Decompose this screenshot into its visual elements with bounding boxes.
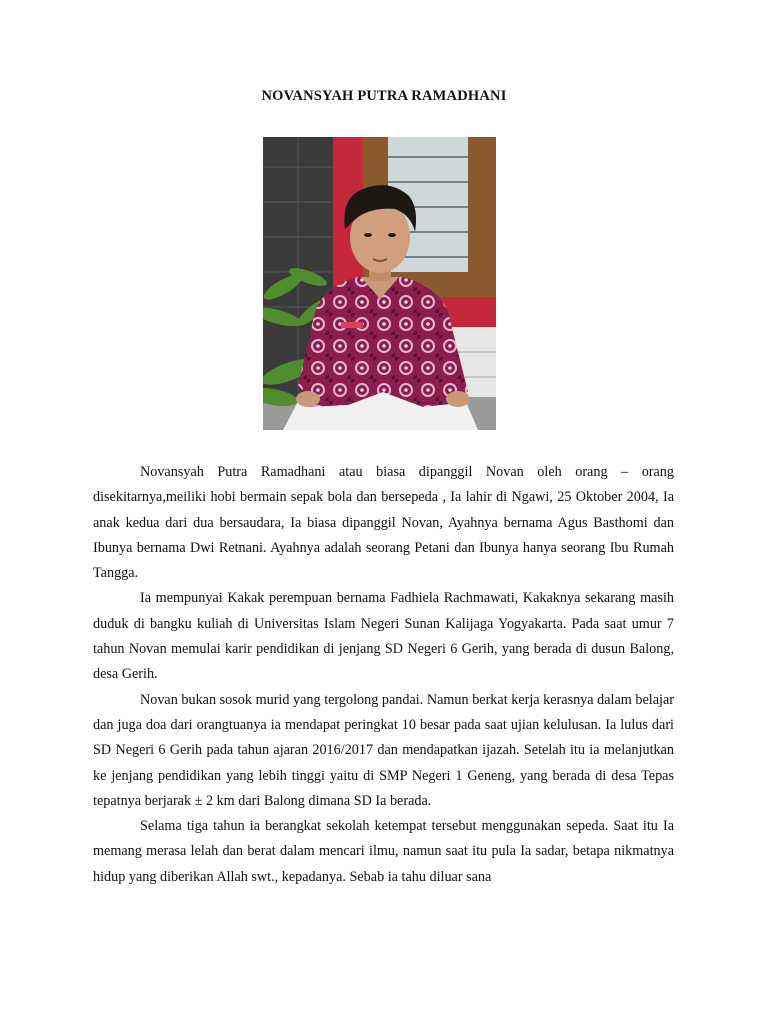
page-title: NOVANSYAH PUTRA RAMADHANI — [261, 88, 507, 104]
portrait-photo — [263, 137, 496, 430]
paragraph-1: Novansyah Putra Ramadhani atau biasa dipanggil Novan oleh orang – orang disekitarnya,meiliki hobi bermain sepak bola dan bersepeda , Ia lahir di Ngawi, 25 Oktober 2004, Ia anak kedua dari dua bersaudara, Ia biasa dipanggil Novan, Ayahnya bernama Agus Basthomi dan Ibunya bernama Dwi Retnani. Ayahnya adalah seorang Petani dan Ibunya hanya seorang Ibu Rumah Tangga. — [93, 464, 674, 582]
paragraph-3: Novan bukan sosok murid yang tergolong pandai. Namun berkat kerja kerasnya dalam belajar dan juga doa dari orangtuanya ia mendapat peringkat 10 besar pada saat ujian kelulusan. Ia lulus dari SD Negeri 6 Gerih pada tahun ajaran 2016/2017 dan mendapatkan ijazah. Setelah itu ia melanjutkan ke jenjang pendidikan yang lebih tinggi yaitu di SMP Negeri 1 Geneng, yang berada di desa Tepas tepatnya berjarak ± 2 km dari Balong dimana SD Ia berada. — [93, 691, 674, 809]
body-text — [93, 460, 674, 890]
paragraph-2: Ia mempunyai Kakak perempuan bernama Fadhiela Rachmawati, Kakaknya sekarang masih duduk di bangku kuliah di Universitas Islam Negeri Sunan Kalijaga Yogyakarta. Pada saat umur 7 tahun Novan memulai karir pendidikan di jenjang SD Negeri 6 Gerih, yang berada di dusun Balong, desa Gerih. — [93, 590, 674, 683]
portrait-illustration — [263, 137, 496, 430]
paragraph-4: Selama tiga tahun ia berangkat sekolah ketempat tersebut menggunakan sepeda. Saat itu Ia memang merasa lelah dan berat dalam mencari ilmu, namun saat itu pula Ia sadar, betapa nikmatnya hidup yang diberikan Allah swt., kepadanya. Sebab ia tahu diluar sana — [93, 818, 674, 885]
